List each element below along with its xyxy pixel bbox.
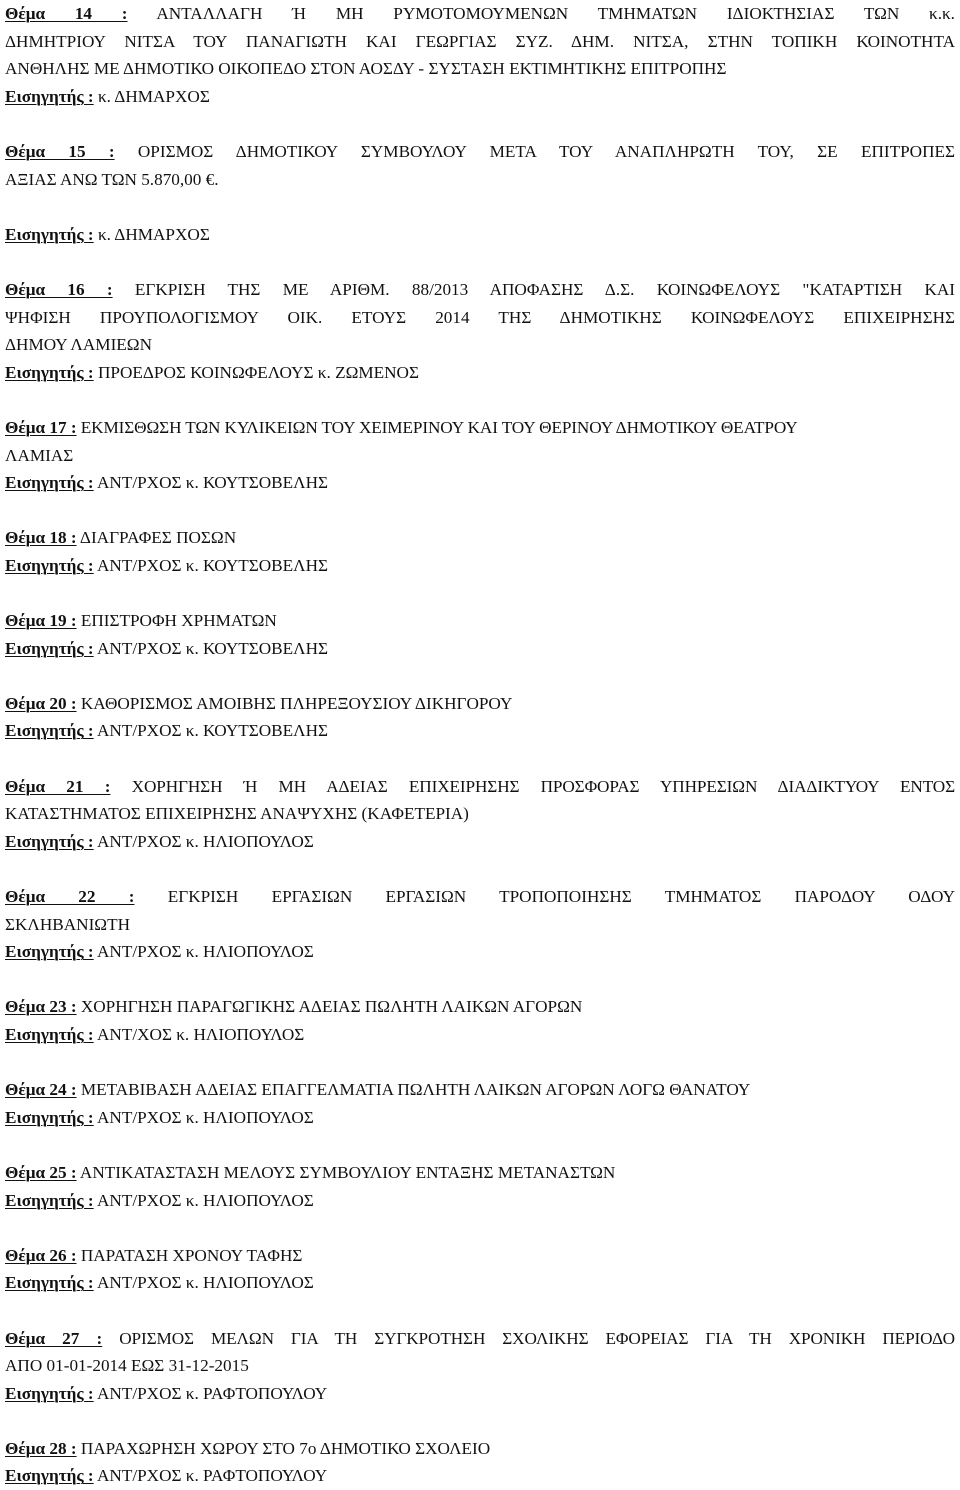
item-title-text: ΟΡΙΣΜΟΣ ΔΗΜΟΤΙΚΟΥ ΣΥΜΒΟΥΛΟΥ ΜΕΤΑ ΤΟΥ ΑΝΑΠΛΗΡΩΤΗ ΤΟΥ, ΣΕ ΕΠΙΤΡΟΠΕΣ [114,141,955,161]
rapporteur-label: Εισηγητής : [5,473,94,493]
agenda-item-18 [5,524,955,607]
rapporteur-line [5,1269,955,1297]
rapporteur-line [5,469,955,497]
rapporteur-name: ΠΡΟΕΔΡΟΣ ΚΟΙΝΩΦΕΛΟΥΣ κ. ΖΩΜΕΝΟΣ [93,362,419,382]
spacer [5,386,955,414]
item-title-line [5,55,955,83]
item-title-text: ΨΗΦΙΣΗ ΠΡΟΥΠΟΛΟΓΙΣΜΟΥ ΟΙΚ. ΕΤΟΥΣ 2014 ΤΗΣ ΔΗΜΟΤΙΚΗΣ ΚΟΙΝΩΦΕΛΟΥΣ ΕΠΙΧΕΙΡΗΣΗΣ [5,307,955,327]
item-title-line [5,304,955,332]
rapporteur-line [5,1021,955,1049]
item-title-text: ΚΑΤΑΣΤΗΜΑΤΟΣ ΕΠΙΧΕΙΡΗΣΗΣ ΑΝΑΨΥΧΗΣ (ΚΑΦΕΤΕΡΙΑ) [5,804,469,824]
rapporteur-line [5,552,955,580]
agenda-item-20 [5,690,955,773]
item-title-text: ΚΑΘΟΡΙΣΜΟΣ ΑΜΟΙΒΗΣ ΠΛΗΡΕΞΟΥΣΙΟΥ ΔΙΚΗΓΟΡΟΥ [76,693,513,713]
agenda-item-24 [5,1076,955,1159]
item-title-line [5,1352,955,1380]
agenda-item-26 [5,1242,955,1325]
rapporteur-line [5,1187,955,1215]
item-title-line [5,1242,955,1270]
item-title-text: ΠΑΡΑΧΩΡΗΣΗ ΧΩΡΟΥ ΣΤΟ 7ο ΔΗΜΟΤΙΚΟ ΣΧΟΛΕΙΟ [76,1438,491,1458]
item-title-text: ΕΓΚΡΙΣΗ ΕΡΓΑΣΙΩΝ ΕΡΓΑΣΙΩΝ ΤΡΟΠΟΠΟΙΗΣΗΣ ΤΜΗΜΑΤΟΣ ΠΑΡΟΔΟΥ ΟΔΟΥ [134,887,955,906]
item-title-line [5,883,955,911]
rapporteur-label: Εισηγητής : [5,362,94,382]
rapporteur-line [5,938,955,966]
spacer [5,248,955,276]
rapporteur-name: ΑΝΤ/ΡΧΟΣ κ. ΚΟΥΤΣΟΒΕΛΗΣ [93,721,329,741]
item-title-text: ΕΚΜΙΣΘΩΣΗ ΤΩΝ ΚΥΛΙΚΕΙΩΝ ΤΟΥ ΧΕΙΜΕΡΙΝΟΥ ΚΑΙ ΤΟΥ ΘΕΡΙΝΟΥ ΔΗΜΟΤΙΚΟΥ ΘΕΑΤΡΟΥ [76,417,798,437]
item-title-line [5,331,955,359]
item-title-line [5,800,955,828]
rapporteur-label: Εισηγητής : [5,1190,94,1210]
item-title-text: ΑΝΘΗΛΗΣ ΜΕ ΔΗΜΟΤΙΚΟ ΟΙΚΟΠΕΔΟ ΣΤΟΝ ΑΟΣΔΥ - ΣΥΣΤΑΣΗ ΕΚΤΙΜΗΤΙΚΗΣ ΕΠΙΤΡΟΠΗΣ [5,59,727,79]
item-label: Θέμα 23 : [5,997,77,1017]
rapporteur-line [5,83,955,111]
item-label: Θέμα 16 : [5,279,113,299]
item-title-line [5,1435,955,1463]
rapporteur-name: ΑΝΤ/ΡΧΟΣ κ. ΗΛΙΟΠΟΥΛΟΣ [93,1107,314,1127]
spacer [5,745,955,773]
rapporteur-name: ΑΝΤ/ΡΧΟΣ κ. ΚΟΥΤΣΟΒΕΛΗΣ [93,473,329,493]
agenda-item-27 [5,1325,955,1435]
rapporteur-label: Εισηγητής : [5,638,94,658]
rapporteur-line [5,221,955,249]
agenda-item-25 [5,1159,955,1242]
rapporteur-label: Εισηγητής : [5,942,94,962]
item-label: Θέμα 14 : [5,4,128,23]
rapporteur-label: Εισηγητής : [5,721,94,741]
item-title-text: ΕΓΚΡΙΣΗ ΤΗΣ ΜΕ ΑΡΙΘΜ. 88/2013 ΑΠΟΦΑΣΗΣ Δ.Σ. ΚΟΙΝΩΦΕΛΟΥΣ "ΚΑΤΑΡΤΙΣΗ ΚΑΙ [112,279,955,299]
rapporteur-label: Εισηγητής : [5,555,94,575]
spacer [5,579,955,607]
item-label: Θέμα 17 : [5,417,77,437]
spacer [5,497,955,525]
rapporteur-name: κ. ΔΗΜΑΡΧΟΣ [93,224,210,244]
item-title-text: ΣΚΛΗΒΑΝΙΩΤΗ [5,914,130,934]
item-title-line [5,690,955,718]
item-label: Θέμα 18 : [5,528,77,548]
rapporteur-name: ΑΝΤ/ΡΧΟΣ κ. ΡΑΦΤΟΠΟΥΛΟΥ [93,1383,328,1403]
item-title-text: ΕΠΙΣΤΡΟΦΗ ΧΡΗΜΑΤΩΝ [76,611,277,631]
item-title-line [5,993,955,1021]
item-title-text: ΔΙΑΓΡΑΦΕΣ ΠΟΣΩΝ [76,528,237,548]
rapporteur-line [5,717,955,745]
item-title-text: ΛΑΜΙΑΣ [5,445,74,465]
item-label: Θέμα 22 : [5,887,135,906]
item-label: Θέμα 20 : [5,693,77,713]
agenda-item-21 [5,773,955,883]
item-title-text: ΔΗΜΟΥ ΛΑΜΙΕΩΝ [5,335,152,355]
agenda-item-15 [5,138,955,276]
item-label: Θέμα 15 : [5,141,115,161]
item-label: Θέμα 19 : [5,611,77,631]
spacer [5,1049,955,1077]
rapporteur-line [5,359,955,387]
rapporteur-label: Εισηγητής : [5,86,94,106]
item-label: Θέμα 24 : [5,1080,77,1100]
item-title-line [5,28,955,56]
item-title-text: ΟΡΙΣΜΟΣ ΜΕΛΩΝ ΓΙΑ ΤΗ ΣΥΓΚΡΟΤΗΣΗ ΣΧΟΛΙΚΗΣ ΕΦΟΡΕΙΑΣ ΓΙΑ ΤΗ ΧΡΟΝΙΚΗ ΠΕΡΙΟΔΟ [102,1328,955,1348]
rapporteur-name: ΑΝΤ/ΡΧΟΣ κ. ΗΛΙΟΠΟΥΛΟΣ [93,942,314,962]
item-title-line [5,1076,955,1104]
item-label: Θέμα 27 : [5,1328,103,1348]
spacer [5,1297,955,1325]
rapporteur-name: ΑΝΤ/ΧΟΣ κ. ΗΛΙΟΠΟΥΛΟΣ [93,1024,305,1044]
agenda-item-23 [5,993,955,1076]
rapporteur-line [5,828,955,856]
item-title-text: ΠΑΡΑΤΑΣΗ ΧΡΟΝΟΥ ΤΑΦΗΣ [76,1245,303,1265]
rapporteur-label: Εισηγητής : [5,1273,94,1293]
item-title-line [5,138,955,166]
item-title-text: ΧΟΡΗΓΗΣΗ Ή ΜΗ ΑΔΕΙΑΣ ΕΠΙΧΕΙΡΗΣΗΣ ΠΡΟΣΦΟΡΑΣ ΥΠΗΡΕΣΙΩΝ ΔΙΑΔΙΚΤΥΟΥ ΕΝΤΟΣ [110,776,956,796]
rapporteur-line [5,1380,955,1408]
item-title-line [5,911,955,939]
agenda-item-14 [5,0,955,138]
rapporteur-line [5,1104,955,1132]
rapporteur-label: Εισηγητής : [5,1383,94,1403]
item-title-line [5,442,955,470]
spacer [5,1131,955,1159]
rapporteur-name: ΑΝΤ/ΡΧΟΣ κ. ΗΛΙΟΠΟΥΛΟΣ [93,1273,314,1293]
item-label: Θέμα 25 : [5,1162,77,1182]
spacer [5,193,955,221]
agenda-item-17 [5,414,955,524]
spacer [5,662,955,690]
rapporteur-name: ΑΝΤ/ΡΧΟΣ κ. ΚΟΥΤΣΟΒΕΛΗΣ [93,555,329,575]
item-title-line [5,1325,955,1353]
item-title-line [5,166,955,194]
item-title-line [5,276,955,304]
item-label: Θέμα 26 : [5,1245,77,1265]
rapporteur-name: κ. ΔΗΜΑΡΧΟΣ [93,86,210,106]
agenda-document [5,0,955,1490]
item-title-line [5,1159,955,1187]
rapporteur-name: ΑΝΤ/ΡΧΟΣ κ. ΗΛΙΟΠΟΥΛΟΣ [93,1190,314,1210]
rapporteur-name: ΑΝΤ/ΡΧΟΣ κ. ΚΟΥΤΣΟΒΕΛΗΣ [93,638,329,658]
rapporteur-label: Εισηγητής : [5,1024,94,1044]
spacer [5,1407,955,1435]
agenda-item-16 [5,276,955,414]
rapporteur-label: Εισηγητής : [5,1107,94,1127]
spacer [5,110,955,138]
item-title-text: ΧΟΡΗΓΗΣΗ ΠΑΡΑΓΩΓΙΚΗΣ ΑΔΕΙΑΣ ΠΩΛΗΤΗ ΛΑΙΚΩΝ ΑΓΟΡΩΝ [76,997,583,1017]
rapporteur-label: Εισηγητής : [5,224,94,244]
item-title-line [5,524,955,552]
item-title-text: ΑΝΤΙΚΑΤΑΣΤΑΣΗ ΜΕΛΟΥΣ ΣΥΜΒΟΥΛΙΟΥ ΕΝΤΑΞΗΣ ΜΕΤΑΝΑΣΤΩΝ [76,1162,616,1182]
item-title-line [5,607,955,635]
spacer [5,1214,955,1242]
item-title-line [5,773,955,801]
rapporteur-name: ΑΝΤ/ΡΧΟΣ κ. ΗΛΙΟΠΟΥΛΟΣ [93,831,314,851]
rapporteur-label: Εισηγητής : [5,1466,94,1486]
item-title-text: ΑΠΟ 01-01-2014 ΕΩΣ 31-12-2015 [5,1356,249,1376]
rapporteur-label: Εισηγητής : [5,831,94,851]
item-label: Θέμα 21 : [5,776,111,796]
item-title-line [5,414,955,442]
item-title-text: ΜΕΤΑΒΙΒΑΣΗ ΑΔΕΙΑΣ ΕΠΑΓΓΕΛΜΑΤΙΑ ΠΩΛΗΤΗ ΛΑΙΚΩΝ ΑΓΟΡΩΝ ΛΟΓΩ ΘΑΝΑΤΟΥ [76,1080,751,1100]
item-title-text: ΑΝΤΑΛΛΑΓΗ Ή ΜΗ ΡΥΜΟΤΟΜΟΥΜΕΝΩΝ ΤΜΗΜΑΤΩΝ ΙΔΙΟΚΤΗΣΙΑΣ ΤΩΝ κ.κ. [127,4,955,23]
rapporteur-line [5,635,955,663]
spacer [5,855,955,883]
rapporteur-name: ΑΝΤ/ΡΧΟΣ κ. ΡΑΦΤΟΠΟΥΛΟΥ [93,1466,328,1486]
agenda-item-22 [5,883,955,993]
item-title-text: ΑΞΙΑΣ ΑΝΩ ΤΩΝ 5.870,00 €. [5,169,219,189]
agenda-item-28 [5,1435,955,1490]
item-label: Θέμα 28 : [5,1438,77,1458]
item-title-text: ΔΗΜΗΤΡΙΟΥ ΝΙΤΣΑ ΤΟΥ ΠΑΝΑΓΙΩΤΗ ΚΑΙ ΓΕΩΡΓΙΑΣ ΣΥΖ. ΔΗΜ. ΝΙΤΣΑ, ΣΤΗΝ ΤΟΠΙΚΗ ΚΟΙΝΟΤΗΤΑ [5,31,955,51]
agenda-item-19 [5,607,955,690]
item-title-line [5,0,955,28]
rapporteur-line [5,1462,955,1490]
spacer [5,966,955,994]
